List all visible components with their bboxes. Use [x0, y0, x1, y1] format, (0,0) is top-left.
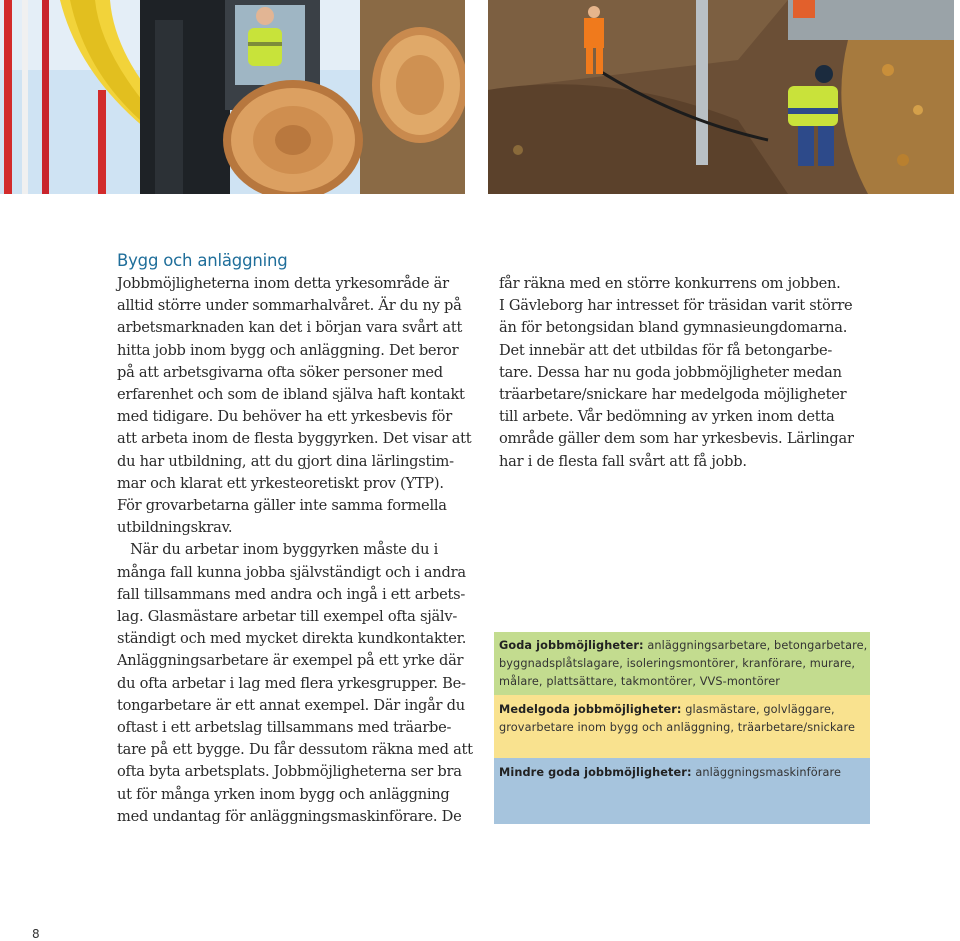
outlook-medium-line [499, 701, 865, 719]
outlook-good-label: Goda jobbmöjligheter: [499, 639, 644, 652]
body-text-line: många fall kunna jobba självständigt och i andra [117, 563, 466, 581]
photo-cable-trench [488, 0, 954, 194]
body-text-line: du har utbildning, att du gjort dina lärlingstim- [117, 452, 454, 470]
body-text-line: Anläggningsarbetare är exempel på ett yrke där [117, 652, 464, 670]
body-text-line: att arbeta inom de flesta byggyrken. Det visar att [117, 430, 472, 448]
body-text-line: Det innebär att det utbildas för få betongarbe- [499, 341, 833, 359]
body-text-line: får räkna med en större konkurrens om jobben. [499, 275, 841, 292]
body-text-line: än för betongsidan bland gymnasieungdomarna. [499, 319, 848, 337]
body-text-line: tare på ett bygge. Du får dessutom räkna med att [117, 741, 473, 759]
outlook-good-box [494, 632, 870, 695]
body-text-line: tongarbetare är ett annat exempel. Där ingår du [117, 696, 465, 714]
body-text-line: ständigt och med mycket direkta kundkontakter. [117, 630, 467, 648]
outlook-low-line [499, 764, 865, 782]
body-text-line: fall tillsammans med andra och ingå i ett arbets- [117, 585, 465, 603]
body-text-line: oftast i ett arbetslag tillsammans med träarbe- [117, 719, 452, 737]
body-text-line: utbildningskrav. [117, 519, 233, 537]
body-text-line: med undantag för anläggningsmaskinförare. De [117, 807, 462, 825]
body-text-line: på att arbetsgivarna ofta söker personer med [117, 363, 443, 381]
body-text-line: ut för många yrken inom bygg och anläggning [117, 785, 450, 803]
cable-trench-illustration [488, 0, 954, 194]
body-text-line: du ofta arbetar i lag med flera yrkesgrupper. Be- [117, 674, 466, 692]
left-text-column [117, 273, 477, 828]
timber-excavator-illustration [0, 0, 465, 194]
outlook-medium-label: Medelgoda jobbmöjligheter: [499, 703, 682, 716]
body-text-line: Jobbmöjligheterna inom detta yrkesområde är [117, 275, 449, 292]
body-text-line: har i de flesta fall svårt att få jobb. [499, 452, 747, 470]
outlook-low-label: Mindre goda jobbmöjligheter: [499, 766, 692, 779]
body-text-line: arbetsmarknaden kan det i början vara svårt att [117, 319, 463, 337]
outlook-good-text: anläggningsarbetare, betongarbetare, [647, 639, 868, 652]
body-text-line: mar och klarat ett yrkesteoretiskt prov (YTP). [117, 474, 444, 492]
body-text-line: till arbete. Vår bedömning av yrken inom detta [499, 408, 835, 426]
page-number: 8 [32, 927, 40, 941]
body-text-line: med tidigare. Du behöver ha ett yrkesbevis för [117, 408, 452, 426]
body-text-line: ofta byta arbetsplats. Jobbmöjligheterna ser bra [117, 763, 462, 781]
outlook-good-text: målare, plattsättare, takmontörer, VVS-montörer [499, 675, 781, 688]
outlook-good-text: byggnadsplåtslagare, isoleringsmontörer, kranförare, murare, [499, 657, 856, 670]
outlook-low-box [494, 758, 870, 824]
photo-timber-excavator [0, 0, 465, 194]
outlook-low-text: anläggningsmaskinförare [695, 766, 842, 779]
body-text-line: alltid större under sommarhalvåret. Är du ny på [117, 297, 462, 315]
body-text-line: träarbetare/snickare har medelgoda möjligheter [499, 386, 847, 404]
body-text-line: När du arbetar inom byggyrken måste du i [117, 541, 439, 559]
body-text-line: tare. Dessa har nu goda jobbmöjligheter medan [499, 363, 842, 381]
body-text-line: erfarenhet och som de ibland själva haft kontakt [117, 386, 465, 404]
outlook-good-line [499, 637, 868, 655]
body-text-line: lag. Glasmästare arbetar till exempel ofta själv- [117, 608, 458, 626]
outlook-medium-text: glasmästare, golvläggare, [685, 703, 835, 716]
section-heading: Bygg och anläggning [117, 251, 288, 270]
body-text-line: hitta jobb inom bygg och anläggning. Det beror [117, 341, 459, 359]
body-text-line: I Gävleborg har intresset för träsidan varit större [499, 297, 853, 315]
body-text-line: För grovarbetarna gäller inte samma formella [117, 497, 447, 515]
outlook-medium-text: grovarbetare inom bygg och anläggning, träarbetare/snickare [499, 721, 856, 734]
outlook-medium-box [494, 695, 870, 758]
right-text-column [499, 273, 869, 473]
body-text-line: område gäller dem som har yrkesbevis. Lärlingar [499, 430, 854, 448]
